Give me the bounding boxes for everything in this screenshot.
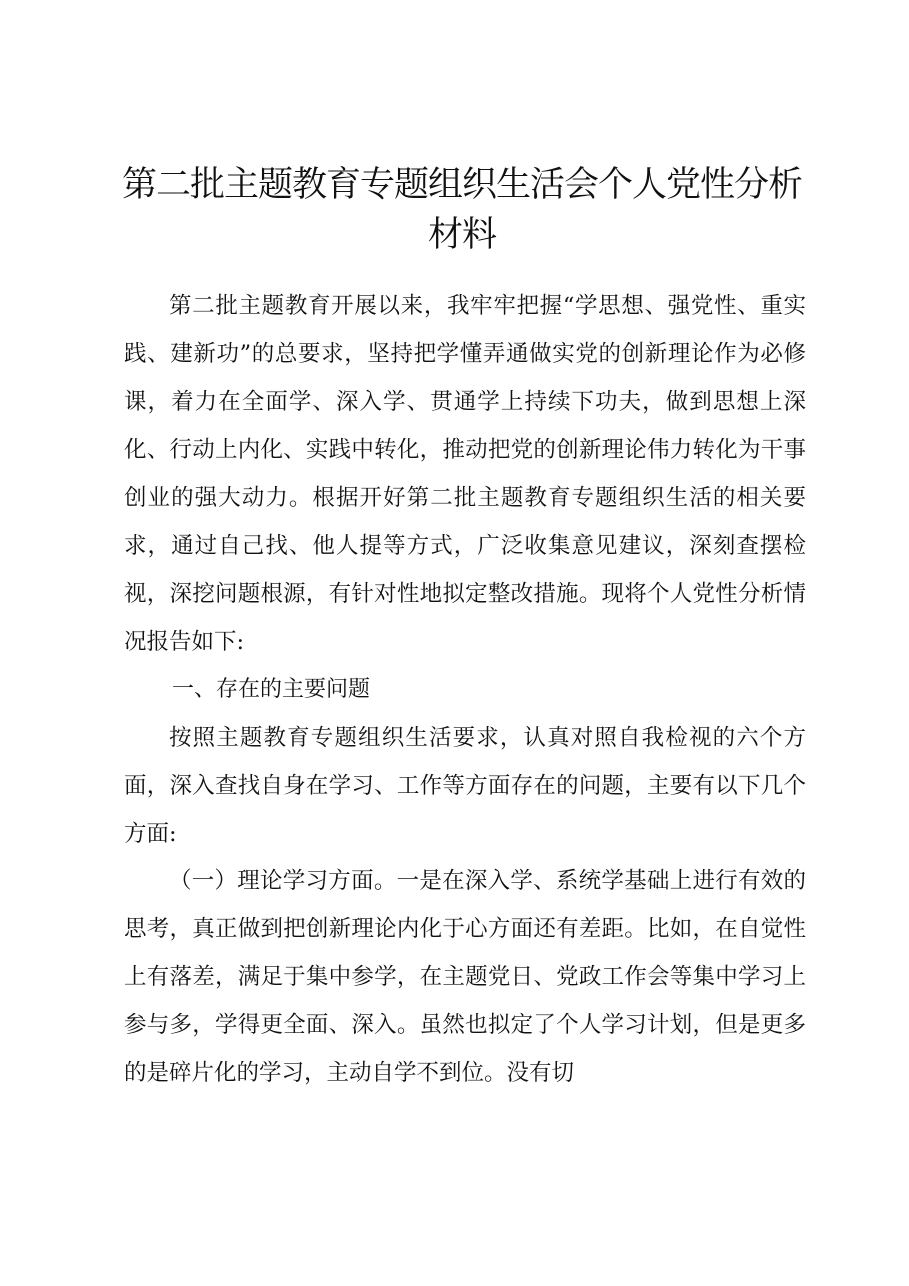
subsection-heading: （一）理论学习方面。	[169, 868, 397, 894]
subsection-paragraph	[124, 857, 806, 1097]
section-heading: 一、存在的主要问题	[172, 677, 371, 702]
subsection-text: 一是在深入学、系统学基础上进行有效的思考，真正做到把创新理论内化于心方面还有差距。比如，在自觉性上有落差，满足于集中参学，在主题党日、党政工作会等集中学习上参与多，学得更全面、深入。虽然也拟定了个人学习计划，但是更多的是碎片化的学习，主动自学不到位。没有切	[124, 868, 806, 1086]
intro-paragraph: 第二批主题教育开展以来，我牢牢把握“学思想、强党性、重实践、建新功”的总要求，坚持把学懂弄通做实党的创新理论作为必修课，着力在全面学、深入学、贯通学上持续下功夫，做到思想上深化、行动上内化、实践中转化，推动把党的创新理论伟力转化为干事创业的强大动力。根据开好第二批主题教育专题组织生活的相关要求，通过自己找、他人提等方式，广泛收集意见建议，深刻查摆检视，深挖问题根源，有针对性地拟定整改措施。现将个人党性分析情况报告如下:	[124, 293, 806, 655]
section-intro-paragraph: 按照主题教育专题组织生活要求，认真对照自我检视的六个方面，深入查找自身在学习、工作等方面存在的问题，主要有以下几个方面:	[124, 725, 806, 847]
document-title: 第二批主题教育专题组织生活会个人党性分析材料	[121, 165, 802, 255]
